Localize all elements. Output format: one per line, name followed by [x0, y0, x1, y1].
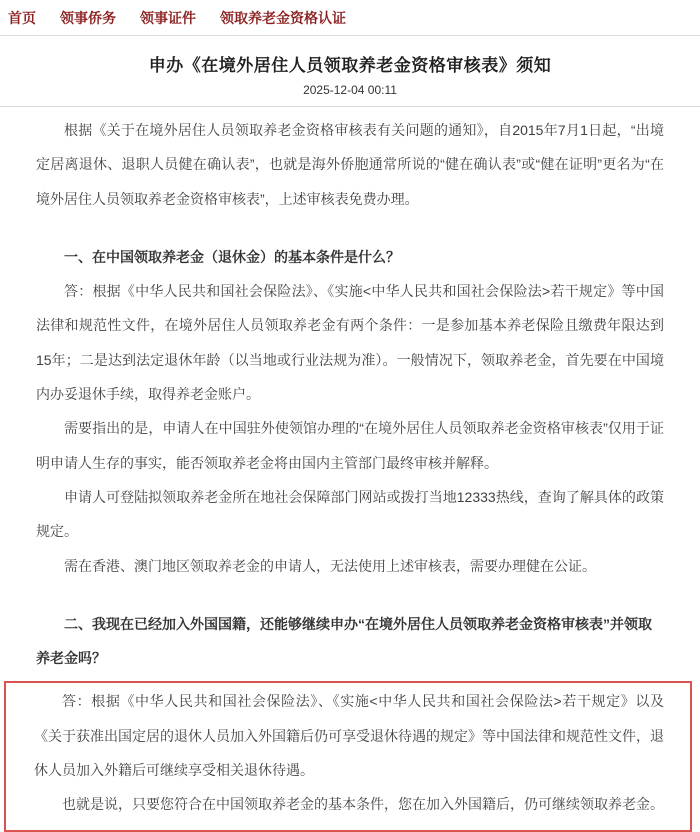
section1-paragraph-2: 需要指出的是，申请人在中国驻外使领馆办理的“在境外居住人员领取养老金资格审核表”仅用于证明申请人生存的事实，能否领取养老金将由国内主管部门最终审核并解释。: [36, 420, 664, 471]
nav-item-consular-overseas-affairs[interactable]: 领事侨务: [60, 10, 116, 26]
highlight-annotation-box: [4, 681, 692, 831]
nav-item-consular-documents[interactable]: 领事证件: [140, 10, 196, 26]
section2-paragraph-1: 答：根据《中华人民共和国社会保险法》、《实施<中华人民共和国社会保险法>若干规定》以及《关于获准出国定居的退休人员加入外国籍后仍可享受退休待遇的规定》等中国法律和规范性文件，退休人员加入外籍后可继续享受相关退休待遇。: [34, 693, 664, 779]
nav-item-home[interactable]: 首页: [8, 10, 36, 26]
page-title: 申办《在境外居住人员领取养老金资格审核表》须知: [148, 56, 552, 75]
top-navigation: [0, 0, 700, 36]
article-body: [0, 107, 700, 832]
publish-date: 2025-12-04 00:11: [303, 83, 397, 97]
section2-heading: 二、我现在已经加入外国国籍，还能够继续申办“在境外居住人员领取养老金资格审核表”并领取养老金吗？: [36, 615, 652, 667]
intro-paragraph: 根据《关于在境外居住人员领取养老金资格审核表有关问题的通知》，自2015年7月1日起，“出境定居离退休、退职人员健在确认表”，也就是海外侨胞通常所说的“健在确认表”或“健在证明”更名为“在境外居住人员领取养老金资格审核表”，上述审核表免费办理。: [36, 122, 664, 207]
section1-paragraph-1: 答：根据《中华人民共和国社会保险法》、《实施<中华人民共和国社会保险法>若干规定》等中国法律和规范性文件，在境外居住人员领取养老金有两个条件：一是参加基本养老保险且缴费年限达到15年；二是达到法定退休年龄（以当地或行业法规为准）。一般情况下，领取养老金，首先要在中国境内办妥退休手续，取得养老金账户。: [36, 283, 664, 403]
section1-heading: 一、在中国领取养老金（退休金）的基本条件是什么？: [64, 248, 400, 265]
nav-item-pension-qualification[interactable]: 领取养老金资格认证: [220, 10, 346, 26]
section2-paragraph-2: 也就是说，只要您符合在中国领取养老金的基本条件，您在加入外国籍后，仍可继续领取养老金。: [62, 796, 664, 813]
section1-paragraph-3: 申请人可登陆拟领取养老金所在地社会保障部门网站或拨打当地12333热线，查询了解具体的政策规定。: [36, 488, 664, 540]
section1-paragraph-4: 需在香港、澳门地区领取养老金的申请人，无法使用上述审核表，需要办理健在公证。: [64, 557, 596, 574]
